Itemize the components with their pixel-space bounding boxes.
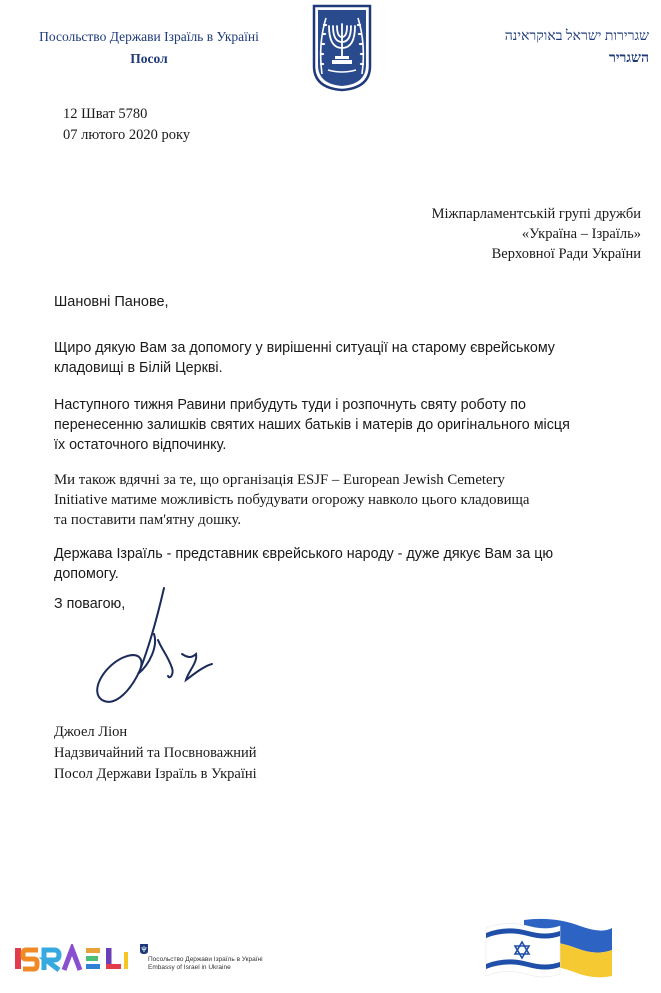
paragraph-line: перенесенню залишків святих наших батьків і матерів до оригінального місця bbox=[54, 417, 570, 433]
signer-position: Посол Держави Ізраїль в Україні bbox=[54, 766, 257, 782]
footer-embassy-text bbox=[148, 956, 263, 972]
salutation: Шановні Панове, bbox=[54, 294, 169, 310]
paragraph-line: допомогу. bbox=[54, 566, 119, 582]
paragraph-3 bbox=[54, 470, 634, 530]
date-gregorian: 07 лютого 2020 року bbox=[63, 127, 191, 143]
paragraph-line: Щиро дякую Вам за допомогу у вирішенні ситуації на старому єврейському bbox=[54, 340, 555, 356]
paragraph-line: Наступного тижня Равини прибудуть туди і розпочнуть святу роботу по bbox=[54, 397, 526, 413]
embassy-name-he: שגרירות ישראל באוקראינה bbox=[504, 29, 649, 44]
paragraph-line: їх остаточного відпочинку. bbox=[54, 437, 227, 453]
paragraph-line: Ми також вдячні за те, що організація ESJF – European Jewish Cemetery bbox=[54, 472, 505, 488]
small-emblem-icon bbox=[139, 943, 149, 955]
signature-image bbox=[88, 584, 218, 714]
paragraph-line: Initiative матиме можливість побудувати огорожу навколо цього кладовища bbox=[54, 492, 530, 508]
embassy-name-ua: Посольство Держави Ізраїль в Україні bbox=[39, 29, 259, 44]
israel-ukraine-flags-icon bbox=[484, 916, 614, 980]
letterhead-left bbox=[10, 26, 288, 70]
footer-line-ua: Посольство Держави Ізраїль в Україні bbox=[148, 956, 263, 963]
paragraph-line: кладовищі в Білій Церкві. bbox=[54, 360, 223, 376]
addressee-block bbox=[432, 204, 641, 264]
addressee-line: Міжпарламентській групі дружби bbox=[431, 206, 641, 222]
paragraph-2 bbox=[54, 395, 634, 455]
israel-emblem-icon bbox=[312, 4, 372, 92]
letterhead-right bbox=[429, 26, 649, 70]
date-hebrew: 12 Шват 5780 bbox=[63, 106, 148, 122]
svg-text:ISRAEL: ISRAEL bbox=[15, 971, 19, 972]
closing: З повагою, bbox=[54, 596, 126, 612]
signer-title: Надзвичайний та Посвноважний bbox=[54, 745, 257, 761]
israel-logo-icon bbox=[14, 944, 134, 972]
letter-date bbox=[63, 104, 190, 146]
paragraph-1 bbox=[54, 338, 634, 378]
signer-block bbox=[54, 722, 257, 785]
ambassador-title-he: השגריר bbox=[608, 51, 649, 66]
signer-name: Джоел Ліон bbox=[54, 724, 128, 740]
paragraph-line: Держава Ізраїль - представник єврейського народу - дуже дякує Вам за цю bbox=[54, 546, 554, 562]
paragraph-4 bbox=[54, 544, 634, 584]
footer-line-en: Embassy of Israel in Ukraine bbox=[148, 964, 231, 971]
addressee-line: «Україна – Ізраїль» bbox=[521, 226, 641, 242]
paragraph-line: та поставити пам'ятну дошку. bbox=[54, 512, 242, 528]
addressee-line: Верховної Ради України bbox=[491, 246, 641, 262]
ambassador-title-ua: Посол bbox=[130, 51, 168, 66]
